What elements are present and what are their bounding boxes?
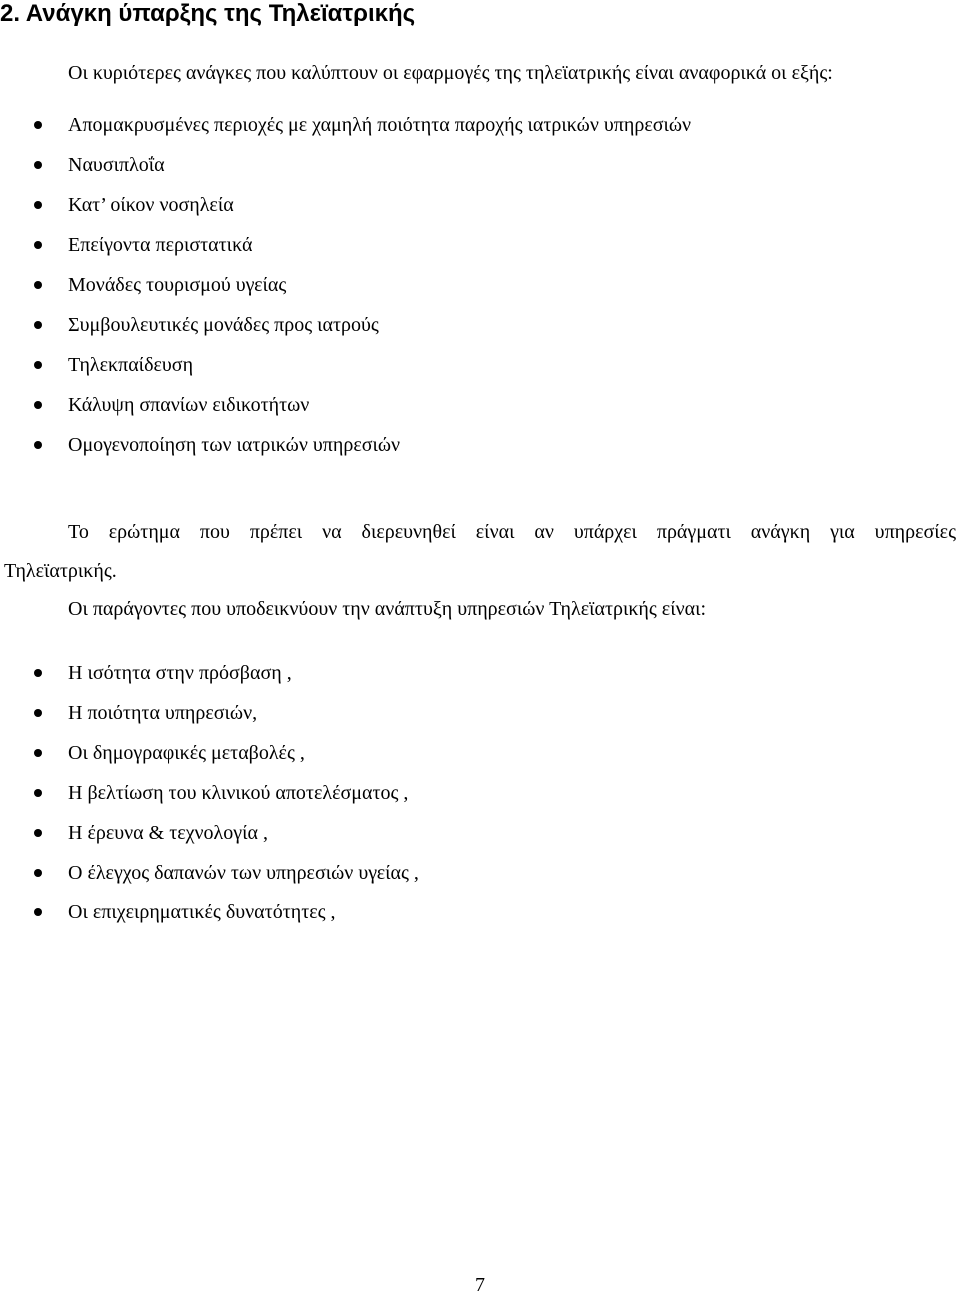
bullet-icon bbox=[34, 749, 42, 757]
bullet-icon bbox=[34, 161, 42, 169]
factors-intro-paragraph: Οι παράγοντες που υποδεικνύουν την ανάπτυξη υπηρεσιών Τηλεϊατρικής είναι: bbox=[68, 598, 707, 620]
question-paragraph-line2: Τηλεϊατρικής. bbox=[4, 560, 117, 582]
list-item-text: Οι επιχειρηματικές δυνατότητες , bbox=[68, 901, 336, 923]
bullet-icon bbox=[34, 709, 42, 717]
list-item-text: Απομακρυσμένες περιοχές με χαμηλή ποιότητα παροχής ιατρικών υπηρεσιών bbox=[68, 114, 692, 136]
bullet-icon bbox=[34, 789, 42, 797]
bullet-icon bbox=[34, 121, 42, 129]
bullet-icon bbox=[34, 908, 42, 916]
list-item-text: Κάλυψη σπανίων ειδικοτήτων bbox=[68, 394, 310, 416]
list-item-text: Η ισότητα στην πρόσβαση , bbox=[68, 662, 292, 684]
bullet-icon bbox=[34, 361, 42, 369]
bullet-icon bbox=[34, 869, 42, 877]
list-item-text: Επείγοντα περιστατικά bbox=[68, 234, 253, 256]
list-item-text: Ο έλεγχος δαπανών των υπηρεσιών υγείας , bbox=[68, 862, 419, 884]
list-item-text: Η ποιότητα υπηρεσιών, bbox=[68, 702, 258, 724]
list-item-text: Ναυσιπλοΐα bbox=[68, 154, 165, 176]
bullet-icon bbox=[34, 241, 42, 249]
list-item-text: Συμβουλευτικές μονάδες προς ιατρούς bbox=[68, 314, 379, 336]
list-item-text: Η έρευνα & τεχνολογία , bbox=[68, 822, 268, 844]
bullet-icon bbox=[34, 441, 42, 449]
page-number: 7 bbox=[475, 1274, 485, 1296]
list-item-text: Ομογενοποίηση των ιατρικών υπηρεσιών bbox=[68, 434, 401, 456]
question-paragraph-line1: Το ερώτημα που πρέπει να διερευνηθεί είναι αν υπάρχει πράγματι ανάγκη για υπηρεσίες bbox=[68, 521, 956, 543]
bullet-icon bbox=[34, 829, 42, 837]
bullet-icon bbox=[34, 281, 42, 289]
bullet-icon bbox=[34, 321, 42, 329]
list-item-text: Η βελτίωση του κλινικού αποτελέσματος , bbox=[68, 782, 409, 804]
list-item-text: Κατ’ οίκον νοσηλεία bbox=[68, 194, 234, 216]
list-item-text: Οι δημογραφικές μεταβολές , bbox=[68, 742, 305, 764]
list-item-text: Μονάδες τουρισμού υγείας bbox=[68, 274, 287, 296]
intro-paragraph: Οι κυριότερες ανάγκες που καλύπτουν οι εφαρμογές της τηλεϊατρικής είναι αναφορικά οι εξής: bbox=[68, 62, 833, 84]
bullet-icon bbox=[34, 669, 42, 677]
bullet-icon bbox=[34, 401, 42, 409]
bullet-icon bbox=[34, 201, 42, 209]
section-heading: 2. Ανάγκη ύπαρξης της Τηλεϊατρικής bbox=[0, 0, 416, 27]
list-item-text: Τηλεκπαίδευση bbox=[68, 354, 194, 376]
